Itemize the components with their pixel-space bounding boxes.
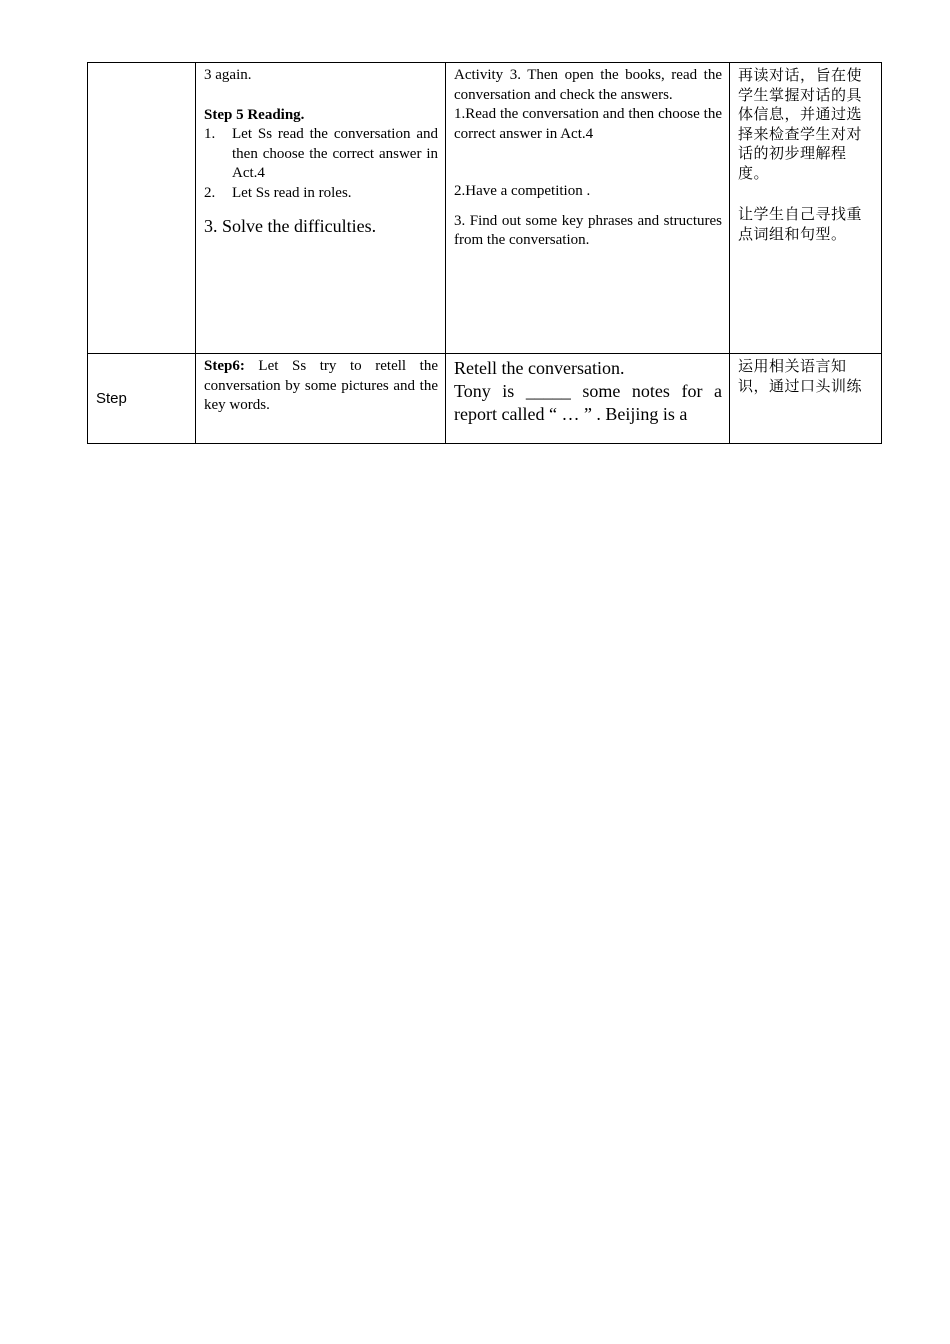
purpose-text-2: 让学生自己寻找重点词组和句型。	[738, 205, 863, 243]
retell-heading: Retell the conversation.	[454, 358, 625, 378]
activity-text: Activity 3. Then open the books, read the conversation and check the answers.	[454, 67, 722, 103]
table-row	[88, 63, 882, 354]
competition-text: 2.Have a competition .	[454, 183, 591, 199]
step-label: Step	[88, 354, 196, 444]
solve-difficulties-text: 3. Solve the difficulties.	[204, 216, 377, 236]
intro-text: 3 again.	[204, 67, 252, 83]
read-text: 1.Read the conversation and then choose the correct answer in Act.4	[454, 106, 722, 142]
step6-text: Let Ss try to retell the conversation by some pictures and the key words.	[204, 358, 438, 413]
find-text: 3. Find out some key phrases and structures from the conversation.	[454, 212, 722, 248]
purpose-cell: 运用相关语言知识，通过口头训练	[730, 354, 882, 444]
teacher-steps-list	[204, 125, 438, 203]
student-activity-cell	[446, 354, 730, 444]
teacher-activity-cell	[196, 354, 446, 444]
list-item: 2. Let Ss read in roles.	[204, 184, 352, 201]
purpose-cell	[730, 63, 882, 354]
step6-label: Step6:	[204, 358, 245, 374]
step-cell	[88, 63, 196, 354]
student-activity-cell	[446, 63, 730, 354]
list-item: 1. Let Ss read the conversation and then choose the correct answer in Act.4	[204, 126, 438, 181]
table-row	[88, 354, 882, 444]
teacher-activity-cell	[196, 63, 446, 354]
step5-heading: Step 5 Reading.	[204, 106, 305, 123]
purpose-text-1: 再读对话，旨在使学生掌握对话的具体信息，并通过选择来检查学生对对话的初步理解程度。	[738, 66, 863, 182]
retell-text: Tony is _____ some notes for a report called “ … ” . Beijing is a	[454, 381, 722, 424]
lesson-plan-table	[87, 62, 882, 444]
